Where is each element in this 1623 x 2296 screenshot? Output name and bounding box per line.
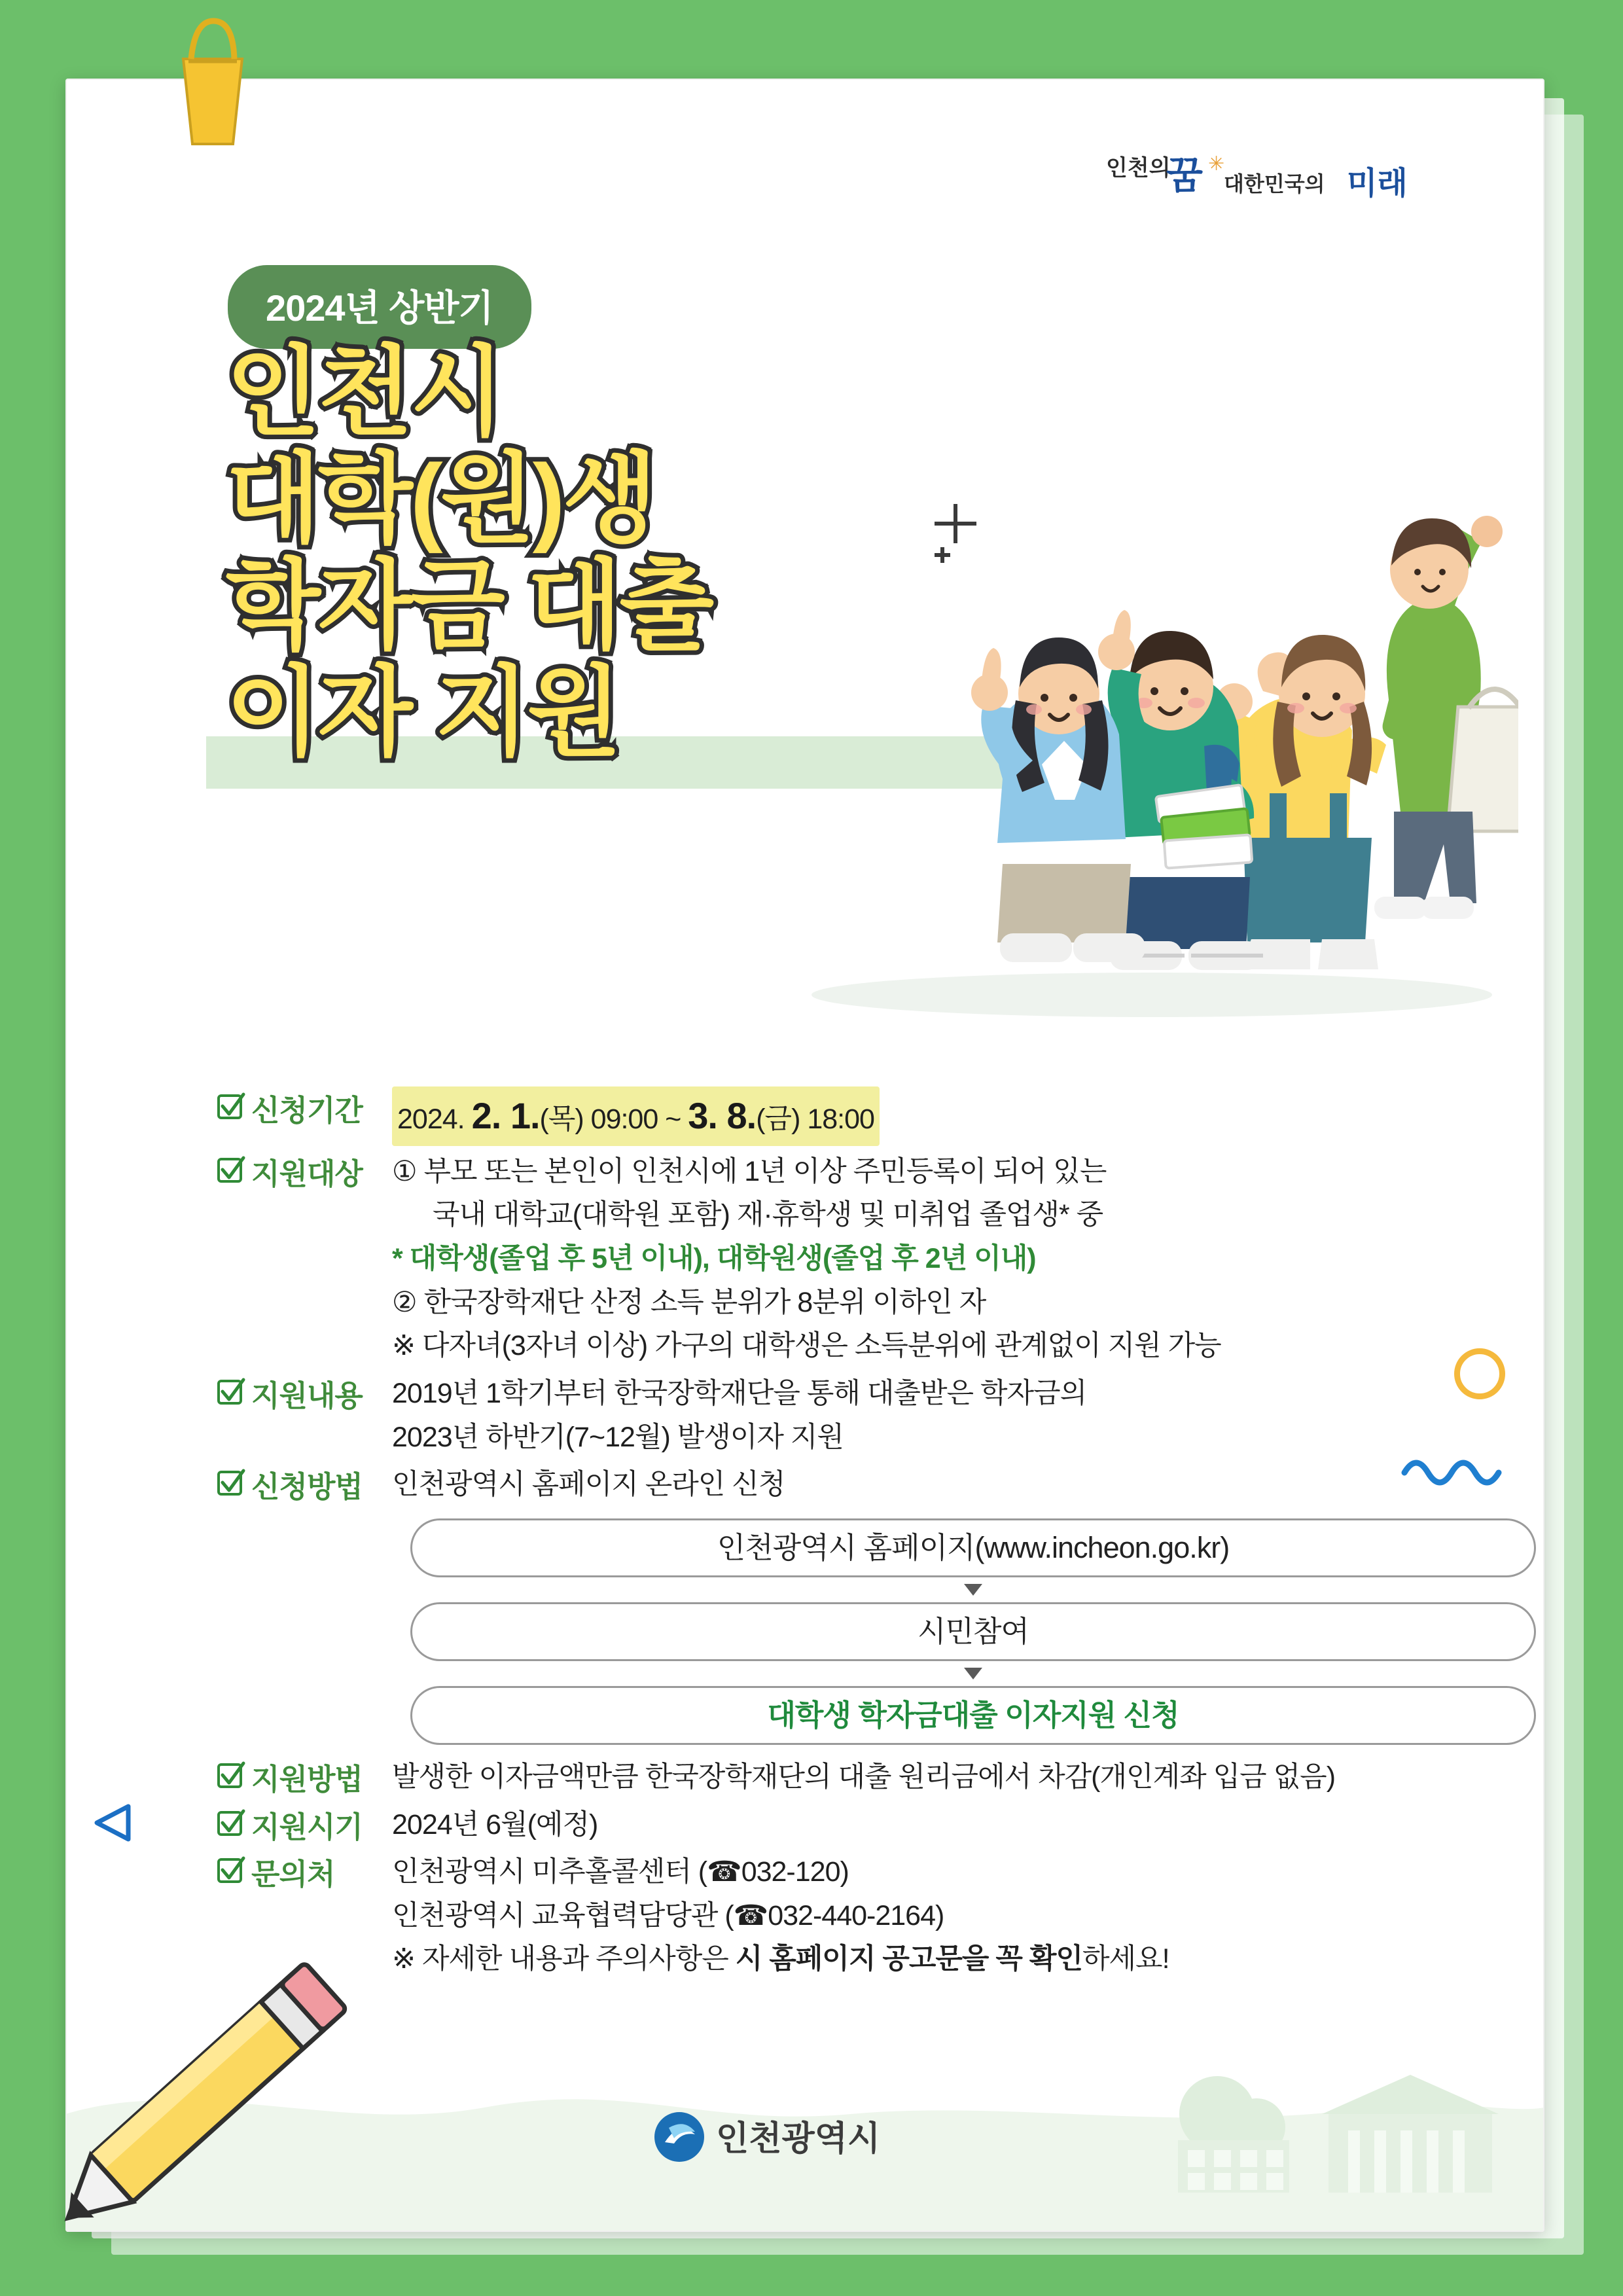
- info-label: 지원시기: [251, 1810, 363, 1844]
- footer-logo-text: 인천광역시: [716, 2120, 881, 2158]
- check-box-icon: [216, 1759, 246, 1789]
- wave-deco-icon: [1400, 1446, 1518, 1486]
- info-value: [392, 1150, 1512, 1368]
- application-flow: [410, 1518, 1536, 1745]
- info-value: 발생한 이자금액만큼 한국장학재단의 대출 원리금에서 차감(개인계좌 입금 없음): [392, 1761, 1336, 1793]
- check-box-icon: [216, 1854, 246, 1884]
- info-label: 문의처: [251, 1857, 335, 1892]
- title-line-3: 학자금 대출: [226, 550, 712, 660]
- info-row-support-detail: [216, 1372, 1512, 1459]
- binder-clip-icon: [157, 13, 268, 157]
- circle-deco-icon: [1454, 1348, 1505, 1399]
- check-box-icon: [216, 1376, 246, 1406]
- check-box-icon: [216, 1090, 246, 1121]
- contact-note: [392, 1937, 1512, 1981]
- eligibility-line-4: ※ 다자녀(3자녀 이상) 가구의 대학생은 소득분위에 관계없이 지원 가능: [392, 1330, 1221, 1362]
- check-box-icon: [216, 1807, 246, 1837]
- info-value: [392, 1850, 1512, 1981]
- info-value: [392, 1372, 1512, 1459]
- period-suffix: (금) 18:00: [756, 1103, 874, 1135]
- title-line-2: 대학(원)생: [226, 444, 655, 554]
- info-row-eligibility: [216, 1150, 1512, 1368]
- info-label: 신청기간: [251, 1094, 363, 1127]
- info-label: 지원내용: [251, 1379, 363, 1412]
- eligibility-line-2: 국내 대학교(대학원 포함) 재·휴학생 및 미취업 졸업생* 중: [433, 1199, 1103, 1231]
- contact-call-center: 인천광역시 미추홀콜센터 (☎032-120): [392, 1856, 849, 1888]
- svg-text:미래: 미래: [1347, 166, 1408, 201]
- svg-text:인천의: 인천의: [1106, 156, 1171, 181]
- eligibility-line-1: ① 부모 또는 본인이 인천시에 1년 이상 주민등록이 되어 있는: [392, 1155, 1107, 1187]
- pencil-illustration: [0, 1903, 399, 2270]
- svg-text:대한민국의: 대한민국의: [1224, 172, 1325, 196]
- info-value: [392, 1463, 1536, 1751]
- svg-text:꿈: 꿈: [1166, 154, 1204, 197]
- period-end: 3. 8.: [688, 1095, 757, 1136]
- title-line-4: 이자 지원: [226, 657, 620, 767]
- contact-note-bold: 시 홈페이지 공고문을 꼭 확인: [735, 1943, 1082, 1975]
- info-label: 신청방법: [251, 1470, 363, 1504]
- check-box-icon: [216, 1467, 246, 1497]
- info-row-support-method: [216, 1755, 1512, 1799]
- title-line-1: 인천시: [226, 337, 503, 447]
- incheon-city-logo: [648, 2104, 962, 2170]
- how-to-apply-line: 인천광역시 홈페이지 온라인 신청: [392, 1469, 785, 1501]
- info-label: 지원대상: [251, 1157, 363, 1191]
- period-start: 2. 1.: [471, 1095, 540, 1136]
- period-middle: (목) 09:00 ~: [539, 1103, 688, 1135]
- info-row-application-period: [216, 1086, 1512, 1146]
- eligibility-note: * 대학생(졸업 후 5년 이내), 대학원생(졸업 후 2년 이내): [392, 1243, 1036, 1275]
- support-detail-line-2: 2023년 하반기(7~12월) 발생이자 지원: [392, 1421, 844, 1453]
- period-badge: 2024년 상반기: [228, 265, 531, 349]
- info-row-how-to-apply: [216, 1463, 1512, 1751]
- info-row-contact: [216, 1850, 1512, 1981]
- info-section: [216, 1086, 1512, 1985]
- contact-note-post: 하세요!: [1082, 1943, 1169, 1975]
- period-prefix: 2024.: [397, 1103, 472, 1135]
- info-value: 2024년 6월(예정): [392, 1808, 598, 1840]
- incheon-brand-slogan: [1106, 151, 1472, 209]
- flow-step-homepage[interactable]: 인천광역시 홈페이지(www.incheon.go.kr): [410, 1518, 1536, 1577]
- poster-title: [226, 337, 1077, 767]
- contact-education-office: 인천광역시 교육협력담당관 (☎032-440-2164): [392, 1899, 944, 1931]
- flow-arrow-icon: [410, 1661, 1536, 1686]
- flow-arrow-icon: [410, 1577, 1536, 1602]
- info-row-support-timing: [216, 1803, 1512, 1847]
- eligibility-line-3: ② 한국장학재단 산정 소득 분위가 8분위 이하인 자: [392, 1286, 986, 1318]
- svg-text:✳: ✳: [1208, 153, 1225, 175]
- flow-step-citizen-participation[interactable]: 시민참여: [410, 1602, 1536, 1661]
- support-detail-line-1: 2019년 1학기부터 한국장학재단을 통해 대출받은 학자금의: [392, 1378, 1087, 1409]
- info-label: 지원방법: [251, 1762, 363, 1796]
- contact-note-pre: ※ 자세한 내용과 주의사항은: [392, 1943, 736, 1975]
- info-value: [392, 1086, 1512, 1146]
- flow-step-apply[interactable]: 대학생 학자금대출 이자지원 신청: [410, 1686, 1536, 1745]
- triangle-deco-icon: [92, 1800, 137, 1846]
- check-box-icon: [216, 1154, 246, 1184]
